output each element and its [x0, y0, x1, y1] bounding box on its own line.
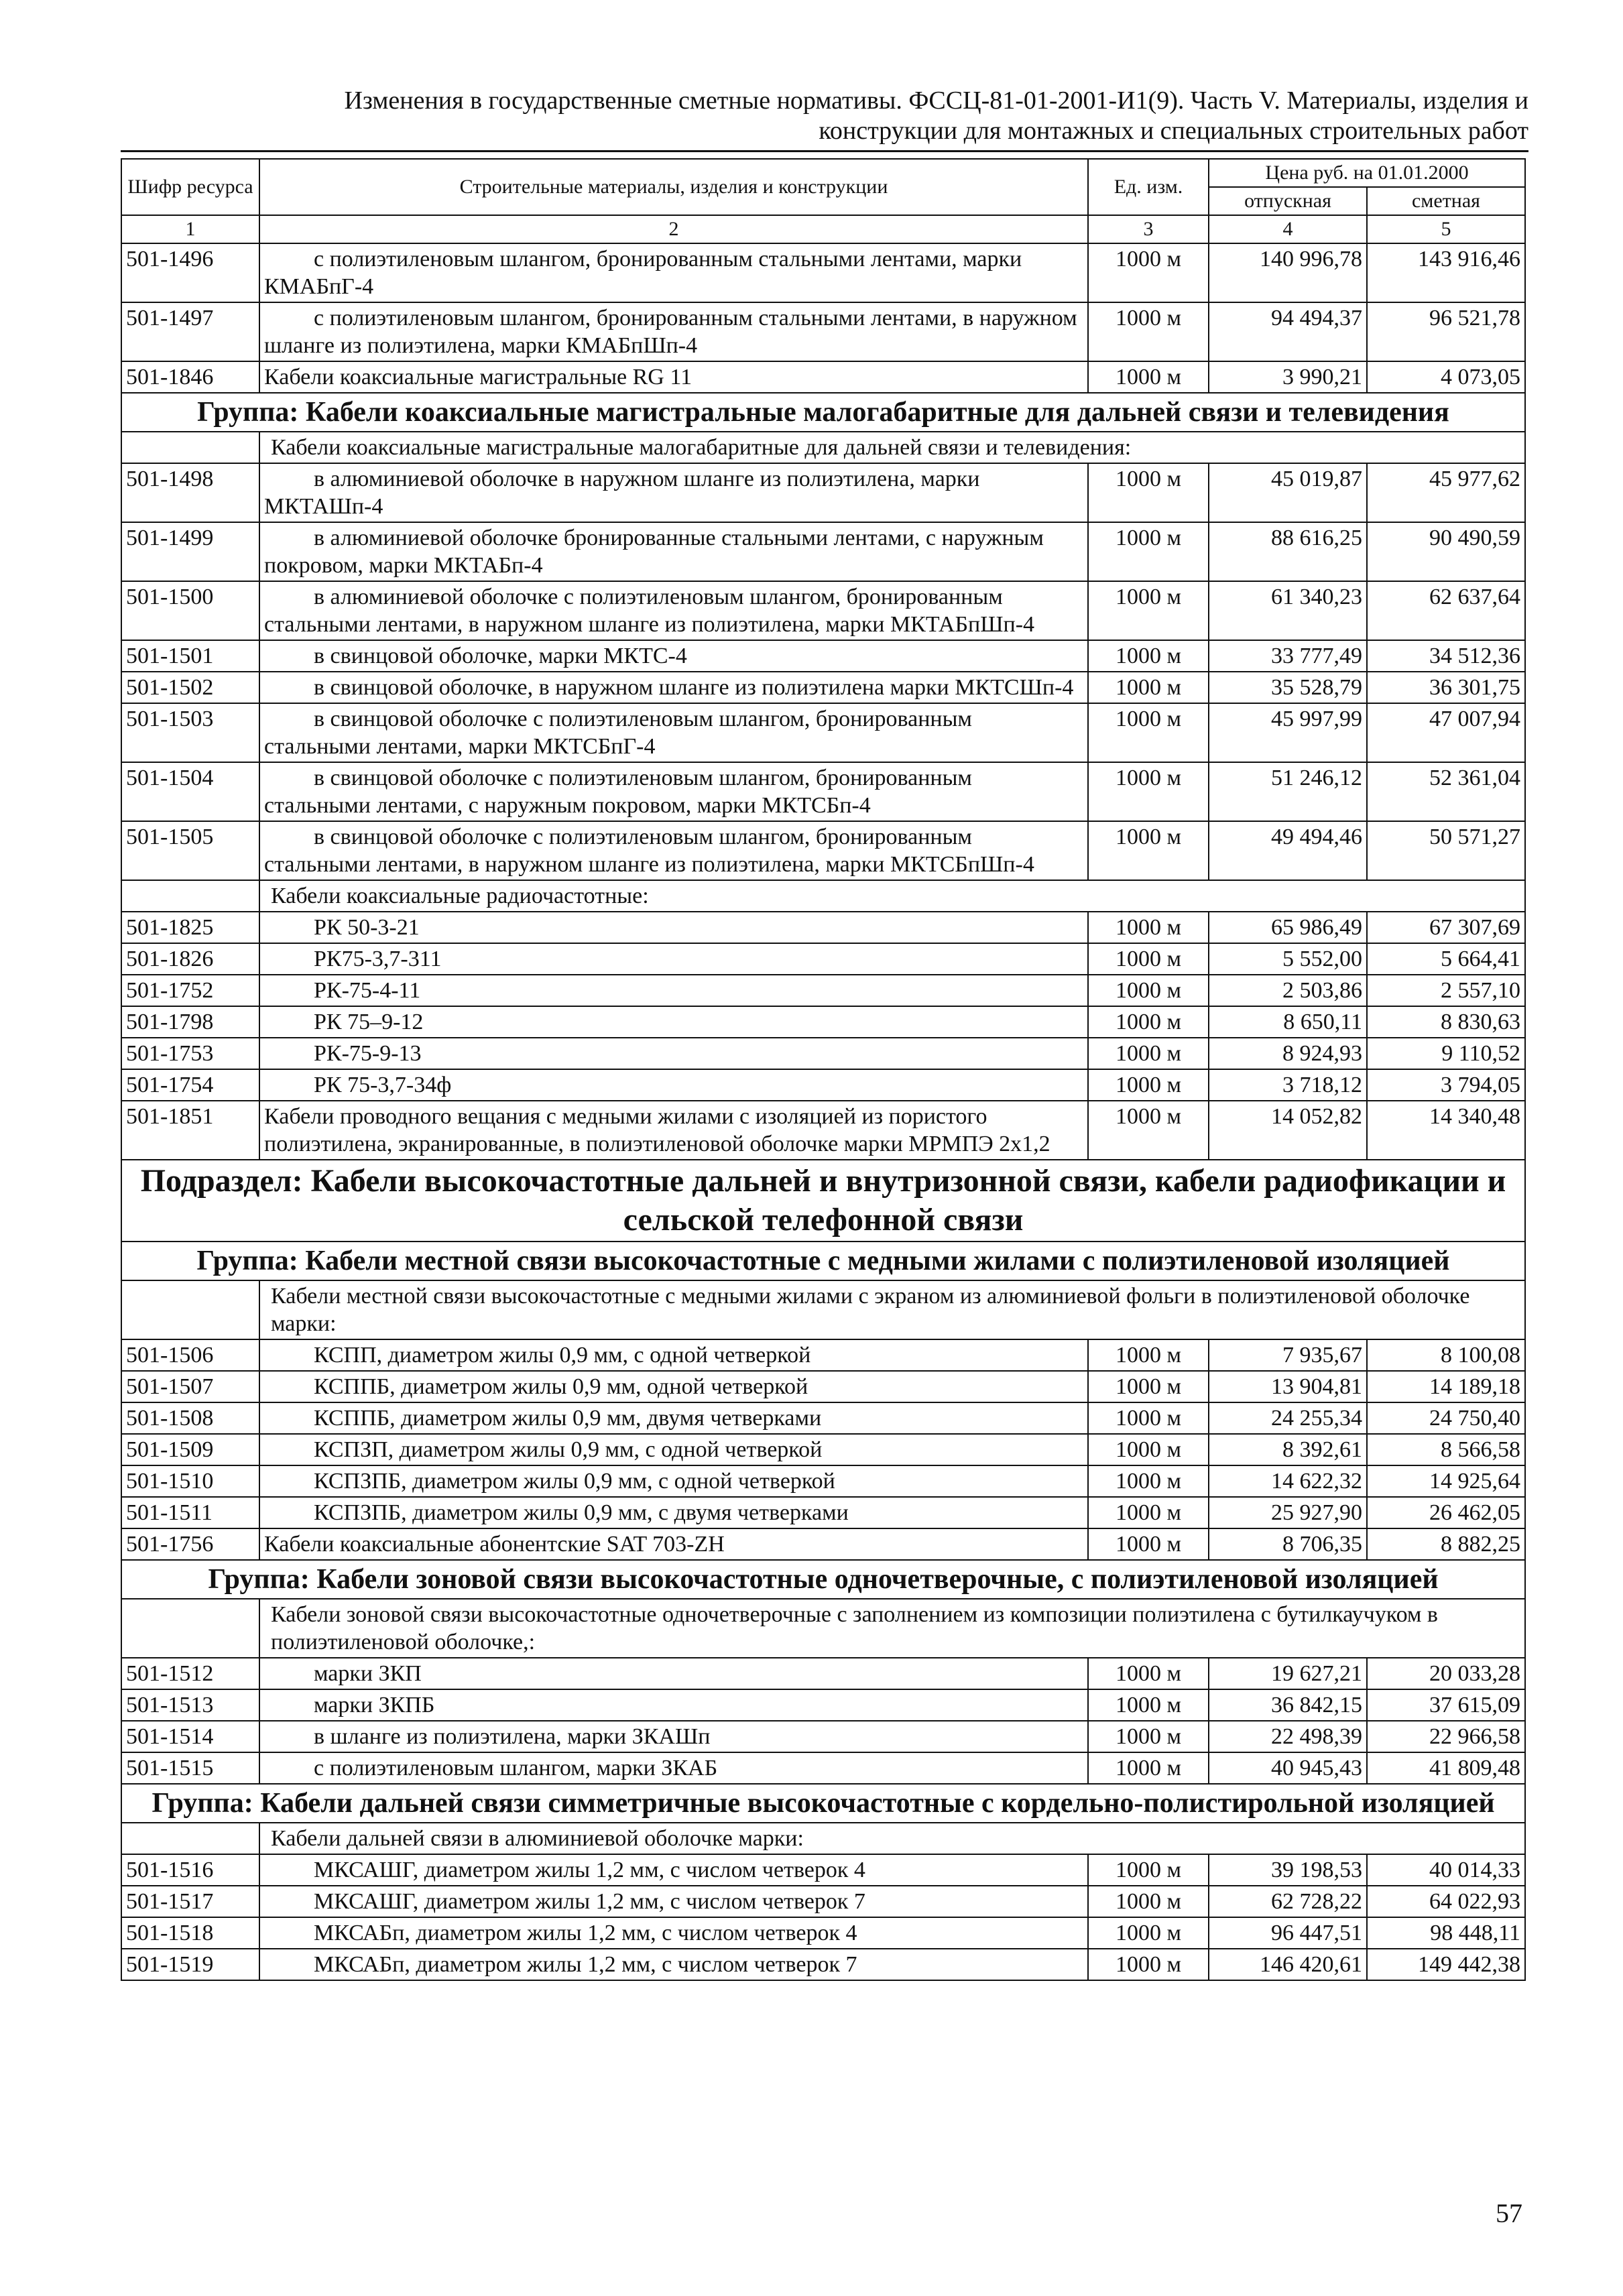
unit: 1000 м — [1088, 1371, 1209, 1402]
material-name: РК 50-3-21 — [259, 912, 1088, 943]
table-row — [121, 1658, 1525, 1689]
unit: 1000 м — [1088, 943, 1209, 975]
resource-code: 501-1496 — [121, 243, 259, 302]
unit: 1000 м — [1088, 1434, 1209, 1465]
resource-code: 501-1798 — [121, 1006, 259, 1038]
estimate-price: 36 301,75 — [1367, 672, 1525, 703]
unit: 1000 м — [1088, 1497, 1209, 1528]
estimate-price: 50 571,27 — [1367, 821, 1525, 880]
table-row — [121, 1434, 1525, 1465]
release-price: 5 552,00 — [1209, 943, 1367, 975]
col-header-name: Строительные материалы, изделия и конструкции — [259, 159, 1088, 215]
empty-cell — [121, 1599, 259, 1658]
estimate-price: 45 977,62 — [1367, 463, 1525, 522]
material-name: РК 75-3,7-34ф — [259, 1069, 1088, 1101]
header-line-1: Изменения в государственные сметные нормативы. ФССЦ-81-01-2001-И1(9). Часть V. Материалы, изделия и — [344, 86, 1528, 115]
estimate-price: 5 664,41 — [1367, 943, 1525, 975]
category-label: Кабели коаксиальные радиочастотные: — [259, 880, 1525, 912]
resource-code: 501-1510 — [121, 1465, 259, 1497]
table-row — [121, 1497, 1525, 1528]
release-price: 8 706,35 — [1209, 1528, 1367, 1560]
material-name: КСПЗПБ, диаметром жилы 0,9 мм, с двумя четверками — [259, 1497, 1088, 1528]
table-row — [121, 1465, 1525, 1497]
col-number: 4 — [1209, 215, 1367, 243]
release-price: 39 198,53 — [1209, 1854, 1367, 1886]
release-price: 19 627,21 — [1209, 1658, 1367, 1689]
unit: 1000 м — [1088, 1069, 1209, 1101]
table-row — [121, 463, 1525, 522]
table-row — [121, 361, 1525, 393]
group-heading-row — [121, 1242, 1525, 1280]
material-name: КСППБ, диаметром жилы 0,9 мм, двумя четверками — [259, 1402, 1088, 1434]
unit: 1000 м — [1088, 975, 1209, 1006]
release-price: 36 842,15 — [1209, 1689, 1367, 1721]
unit: 1000 м — [1088, 1854, 1209, 1886]
col-header-price: Цена руб. на 01.01.2000 — [1209, 159, 1525, 187]
estimate-price: 8 100,08 — [1367, 1339, 1525, 1371]
release-price: 7 935,67 — [1209, 1339, 1367, 1371]
estimate-price: 26 462,05 — [1367, 1497, 1525, 1528]
price-table — [121, 158, 1526, 1981]
resource-code: 501-1504 — [121, 762, 259, 821]
unit: 1000 м — [1088, 1101, 1209, 1160]
release-price: 40 945,43 — [1209, 1752, 1367, 1784]
col-number: 2 — [259, 215, 1088, 243]
table-row — [121, 243, 1525, 302]
category-row — [121, 1599, 1525, 1658]
resource-code: 501-1519 — [121, 1949, 259, 1980]
estimate-price: 24 750,40 — [1367, 1402, 1525, 1434]
resource-code: 501-1753 — [121, 1038, 259, 1069]
table-row — [121, 1721, 1525, 1752]
release-price: 96 447,51 — [1209, 1917, 1367, 1949]
resource-code: 501-1506 — [121, 1339, 259, 1371]
resource-code: 501-1851 — [121, 1101, 259, 1160]
estimate-price: 22 966,58 — [1367, 1721, 1525, 1752]
table-row — [121, 975, 1525, 1006]
unit: 1000 м — [1088, 302, 1209, 361]
unit: 1000 м — [1088, 1886, 1209, 1917]
release-price: 65 986,49 — [1209, 912, 1367, 943]
unit: 1000 м — [1088, 640, 1209, 672]
resource-code: 501-1498 — [121, 463, 259, 522]
unit: 1000 м — [1088, 1752, 1209, 1784]
unit: 1000 м — [1088, 1006, 1209, 1038]
resource-code: 501-1826 — [121, 943, 259, 975]
estimate-price: 143 916,46 — [1367, 243, 1525, 302]
material-name: РК75-3,7-311 — [259, 943, 1088, 975]
unit: 1000 м — [1088, 672, 1209, 703]
unit: 1000 м — [1088, 1658, 1209, 1689]
group-heading-row — [121, 393, 1525, 432]
release-price: 8 392,61 — [1209, 1434, 1367, 1465]
table-row — [121, 762, 1525, 821]
estimate-price: 90 490,59 — [1367, 522, 1525, 581]
resource-code: 501-1497 — [121, 302, 259, 361]
table-row — [121, 1854, 1525, 1886]
unit: 1000 м — [1088, 1528, 1209, 1560]
material-name: КСППБ, диаметром жилы 0,9 мм, одной четверкой — [259, 1371, 1088, 1402]
table-row — [121, 943, 1525, 975]
release-price: 24 255,34 — [1209, 1402, 1367, 1434]
estimate-price: 40 014,33 — [1367, 1854, 1525, 1886]
table-head — [121, 159, 1525, 243]
table-row — [121, 522, 1525, 581]
resource-code: 501-1752 — [121, 975, 259, 1006]
release-price: 49 494,46 — [1209, 821, 1367, 880]
table-row — [121, 1949, 1525, 1980]
material-name: МКСАШГ, диаметром жилы 1,2 мм, с числом четверок 4 — [259, 1854, 1088, 1886]
material-name: РК 75–9-12 — [259, 1006, 1088, 1038]
table-row — [121, 1886, 1525, 1917]
material-name: марки ЗКПБ — [259, 1689, 1088, 1721]
resource-code: 501-1503 — [121, 703, 259, 762]
group-heading: Группа: Кабели зоновой связи высокочастотные одночетверочные, с полиэтиленовой изоляцией — [121, 1560, 1525, 1599]
estimate-price: 62 637,64 — [1367, 581, 1525, 640]
estimate-price: 52 361,04 — [1367, 762, 1525, 821]
resource-code: 501-1499 — [121, 522, 259, 581]
estimate-price: 149 442,38 — [1367, 1949, 1525, 1980]
estimate-price: 34 512,36 — [1367, 640, 1525, 672]
unit: 1000 м — [1088, 912, 1209, 943]
empty-cell — [121, 880, 259, 912]
resource-code: 501-1511 — [121, 1497, 259, 1528]
group-heading: Группа: Кабели коаксиальные магистральные малогабаритные для дальней связи и телевидения — [121, 393, 1525, 432]
release-price: 45 997,99 — [1209, 703, 1367, 762]
release-price: 45 019,87 — [1209, 463, 1367, 522]
release-price: 33 777,49 — [1209, 640, 1367, 672]
col-header-release: отпускная — [1209, 187, 1367, 215]
estimate-price: 3 794,05 — [1367, 1069, 1525, 1101]
table-row — [121, 1038, 1525, 1069]
unit: 1000 м — [1088, 463, 1209, 522]
column-number-row — [121, 215, 1525, 243]
category-label: Кабели местной связи высокочастотные с медными жилами с экраном из алюминиевой фольги в полиэтиленовой оболочке марки: — [259, 1280, 1525, 1339]
estimate-price: 64 022,93 — [1367, 1886, 1525, 1917]
empty-cell — [121, 432, 259, 463]
category-row — [121, 1280, 1525, 1339]
category-row — [121, 432, 1525, 463]
material-name: с полиэтиленовым шлангом, бронированным стальными лентами, в наружном шланге из полиэтилена, марки КМАБпШп-4 — [259, 302, 1088, 361]
material-name: в свинцовой оболочке с полиэтиленовым шлангом, бронированным стальными лентами, с наружным покровом, марки МКТСБп-4 — [259, 762, 1088, 821]
group-heading: Группа: Кабели дальней связи симметричные высокочастотные с кордельно-полистирольной изоляцией — [121, 1784, 1525, 1823]
material-name: в свинцовой оболочке, марки МКТС-4 — [259, 640, 1088, 672]
group-heading-row — [121, 1560, 1525, 1599]
unit: 1000 м — [1088, 821, 1209, 880]
table-body — [121, 243, 1525, 1980]
release-price: 3 990,21 — [1209, 361, 1367, 393]
resource-code: 501-1754 — [121, 1069, 259, 1101]
page-number: 57 — [1496, 2198, 1522, 2228]
material-name: МКСАБп, диаметром жилы 1,2 мм, с числом четверок 7 — [259, 1949, 1088, 1980]
release-price: 22 498,39 — [1209, 1721, 1367, 1752]
table-row — [121, 1371, 1525, 1402]
resource-code: 501-1514 — [121, 1721, 259, 1752]
material-name: в свинцовой оболочке с полиэтиленовым шлангом, бронированным стальными лентами, в наружном шланге из полиэтилена, марки МКТСБпШп-4 — [259, 821, 1088, 880]
group-heading: Группа: Кабели местной связи высокочастотные с медными жилами с полиэтиленовой изоляцией — [121, 1242, 1525, 1280]
resource-code: 501-1509 — [121, 1434, 259, 1465]
unit: 1000 м — [1088, 361, 1209, 393]
col-number: 1 — [121, 215, 259, 243]
resource-code: 501-1505 — [121, 821, 259, 880]
table-row — [121, 1752, 1525, 1784]
header-rule — [121, 150, 1528, 152]
material-name: в алюминиевой оболочке с полиэтиленовым шлангом, бронированным стальными лентами, в наружном шланге из полиэтилена, марки МКТАБпШп-4 — [259, 581, 1088, 640]
unit: 1000 м — [1088, 581, 1209, 640]
resource-code: 501-1517 — [121, 1886, 259, 1917]
material-name: МКСАШГ, диаметром жилы 1,2 мм, с числом четверок 7 — [259, 1886, 1088, 1917]
resource-code: 501-1756 — [121, 1528, 259, 1560]
material-name: Кабели коаксиальные абонентские SAT 703-ZH — [259, 1528, 1088, 1560]
group-heading-row — [121, 1784, 1525, 1823]
header-line-2: конструкции для монтажных и специальных строительных работ — [819, 117, 1528, 145]
col-header-unit: Ед. изм. — [1088, 159, 1209, 215]
category-label: Кабели коаксиальные магистральные малогабаритные для дальней связи и телевидения: — [259, 432, 1525, 463]
release-price: 8 650,11 — [1209, 1006, 1367, 1038]
resource-code: 501-1508 — [121, 1402, 259, 1434]
category-label: Кабели зоновой связи высокочастотные одночетверочные с заполнением из композиции полиэтилена с бутилкаучуком в полиэтиленовой оболочке,: — [259, 1599, 1525, 1658]
material-name: в свинцовой оболочке с полиэтиленовым шлангом, бронированным стальными лентами, марки МКТСБпГ-4 — [259, 703, 1088, 762]
table-row — [121, 1689, 1525, 1721]
release-price: 3 718,12 — [1209, 1069, 1367, 1101]
material-name: марки ЗКП — [259, 1658, 1088, 1689]
empty-cell — [121, 1823, 259, 1854]
material-name: РК-75-4-11 — [259, 975, 1088, 1006]
material-name: в алюминиевой оболочке бронированные стальными лентами, с наружным покровом, марки МКТАБп-4 — [259, 522, 1088, 581]
release-price: 13 904,81 — [1209, 1371, 1367, 1402]
release-price: 14 622,32 — [1209, 1465, 1367, 1497]
table-row — [121, 703, 1525, 762]
resource-code: 501-1846 — [121, 361, 259, 393]
release-price: 146 420,61 — [1209, 1949, 1367, 1980]
unit: 1000 м — [1088, 1038, 1209, 1069]
resource-code: 501-1516 — [121, 1854, 259, 1886]
col-header-code: Шифр ресурса — [121, 159, 259, 215]
unit: 1000 м — [1088, 762, 1209, 821]
estimate-price: 96 521,78 — [1367, 302, 1525, 361]
release-price: 140 996,78 — [1209, 243, 1367, 302]
release-price: 88 616,25 — [1209, 522, 1367, 581]
estimate-price: 14 925,64 — [1367, 1465, 1525, 1497]
material-name: с полиэтиленовым шлангом, бронированным стальными лентами, марки КМАБпГ-4 — [259, 243, 1088, 302]
unit: 1000 м — [1088, 1721, 1209, 1752]
category-label: Кабели дальней связи в алюминиевой оболочке марки: — [259, 1823, 1525, 1854]
estimate-price: 37 615,09 — [1367, 1689, 1525, 1721]
table-row — [121, 1101, 1525, 1160]
resource-code: 501-1512 — [121, 1658, 259, 1689]
material-name: Кабели коаксиальные магистральные RG 11 — [259, 361, 1088, 393]
col-number: 3 — [1088, 215, 1209, 243]
unit: 1000 м — [1088, 522, 1209, 581]
estimate-price: 9 110,52 — [1367, 1038, 1525, 1069]
estimate-price: 4 073,05 — [1367, 361, 1525, 393]
release-price: 35 528,79 — [1209, 672, 1367, 703]
material-name: Кабели проводного вещания с медными жилами с изоляцией из пористого полиэтилена, экранированные, в полиэтиленовой оболочке марки МРМПЭ 2х1,2 — [259, 1101, 1088, 1160]
resource-code: 501-1500 — [121, 581, 259, 640]
table-row — [121, 1339, 1525, 1371]
resource-code: 501-1515 — [121, 1752, 259, 1784]
table-row — [121, 672, 1525, 703]
table-row — [121, 581, 1525, 640]
table-row — [121, 1917, 1525, 1949]
resource-code: 501-1518 — [121, 1917, 259, 1949]
estimate-price: 47 007,94 — [1367, 703, 1525, 762]
resource-code: 501-1513 — [121, 1689, 259, 1721]
estimate-price: 2 557,10 — [1367, 975, 1525, 1006]
col-header-estimate: сметная — [1367, 187, 1525, 215]
estimate-price: 14 340,48 — [1367, 1101, 1525, 1160]
table-row — [121, 1528, 1525, 1560]
estimate-price: 41 809,48 — [1367, 1752, 1525, 1784]
estimate-price: 20 033,28 — [1367, 1658, 1525, 1689]
estimate-price: 8 882,25 — [1367, 1528, 1525, 1560]
release-price: 94 494,37 — [1209, 302, 1367, 361]
empty-cell — [121, 1280, 259, 1339]
material-name: РК-75-9-13 — [259, 1038, 1088, 1069]
unit: 1000 м — [1088, 1339, 1209, 1371]
table-row — [121, 1006, 1525, 1038]
table-row — [121, 1402, 1525, 1434]
material-name: КСПП, диаметром жилы 0,9 мм, с одной четверкой — [259, 1339, 1088, 1371]
page-header — [121, 86, 1528, 146]
unit: 1000 м — [1088, 1949, 1209, 1980]
material-name: в свинцовой оболочке, в наружном шланге из полиэтилена марки МКТСШп-4 — [259, 672, 1088, 703]
resource-code: 501-1825 — [121, 912, 259, 943]
table-row — [121, 912, 1525, 943]
release-price: 51 246,12 — [1209, 762, 1367, 821]
release-price: 25 927,90 — [1209, 1497, 1367, 1528]
unit: 1000 м — [1088, 243, 1209, 302]
unit: 1000 м — [1088, 1917, 1209, 1949]
resource-code: 501-1507 — [121, 1371, 259, 1402]
col-number: 5 — [1367, 215, 1525, 243]
category-row — [121, 880, 1525, 912]
material-name: в алюминиевой оболочке в наружном шланге из полиэтилена, марки МКТАШп-4 — [259, 463, 1088, 522]
estimate-price: 67 307,69 — [1367, 912, 1525, 943]
unit: 1000 м — [1088, 1402, 1209, 1434]
release-price: 2 503,86 — [1209, 975, 1367, 1006]
table-row — [121, 1069, 1525, 1101]
resource-code: 501-1502 — [121, 672, 259, 703]
material-name: МКСАБп, диаметром жилы 1,2 мм, с числом четверок 4 — [259, 1917, 1088, 1949]
unit: 1000 м — [1088, 1465, 1209, 1497]
estimate-price: 14 189,18 — [1367, 1371, 1525, 1402]
material-name: в шланге из полиэтилена, марки ЗКАШп — [259, 1721, 1088, 1752]
subsection-heading: Подраздел: Кабели высокочастотные дальней и внутризонной связи, кабели радиофикации и сельской телефонной связи — [121, 1160, 1525, 1242]
estimate-price: 8 566,58 — [1367, 1434, 1525, 1465]
release-price: 14 052,82 — [1209, 1101, 1367, 1160]
subsection-heading-row — [121, 1160, 1525, 1242]
release-price: 61 340,23 — [1209, 581, 1367, 640]
table-row — [121, 640, 1525, 672]
table-row — [121, 302, 1525, 361]
material-name: с полиэтиленовым шлангом, марки ЗКАБ — [259, 1752, 1088, 1784]
category-row — [121, 1823, 1525, 1854]
release-price: 62 728,22 — [1209, 1886, 1367, 1917]
estimate-price: 8 830,63 — [1367, 1006, 1525, 1038]
unit: 1000 м — [1088, 703, 1209, 762]
estimate-price: 98 448,11 — [1367, 1917, 1525, 1949]
table-row — [121, 821, 1525, 880]
resource-code: 501-1501 — [121, 640, 259, 672]
unit: 1000 м — [1088, 1689, 1209, 1721]
release-price: 8 924,93 — [1209, 1038, 1367, 1069]
material-name: КСПЗПБ, диаметром жилы 0,9 мм, с одной четверкой — [259, 1465, 1088, 1497]
material-name: КСПЗП, диаметром жилы 0,9 мм, с одной четверкой — [259, 1434, 1088, 1465]
